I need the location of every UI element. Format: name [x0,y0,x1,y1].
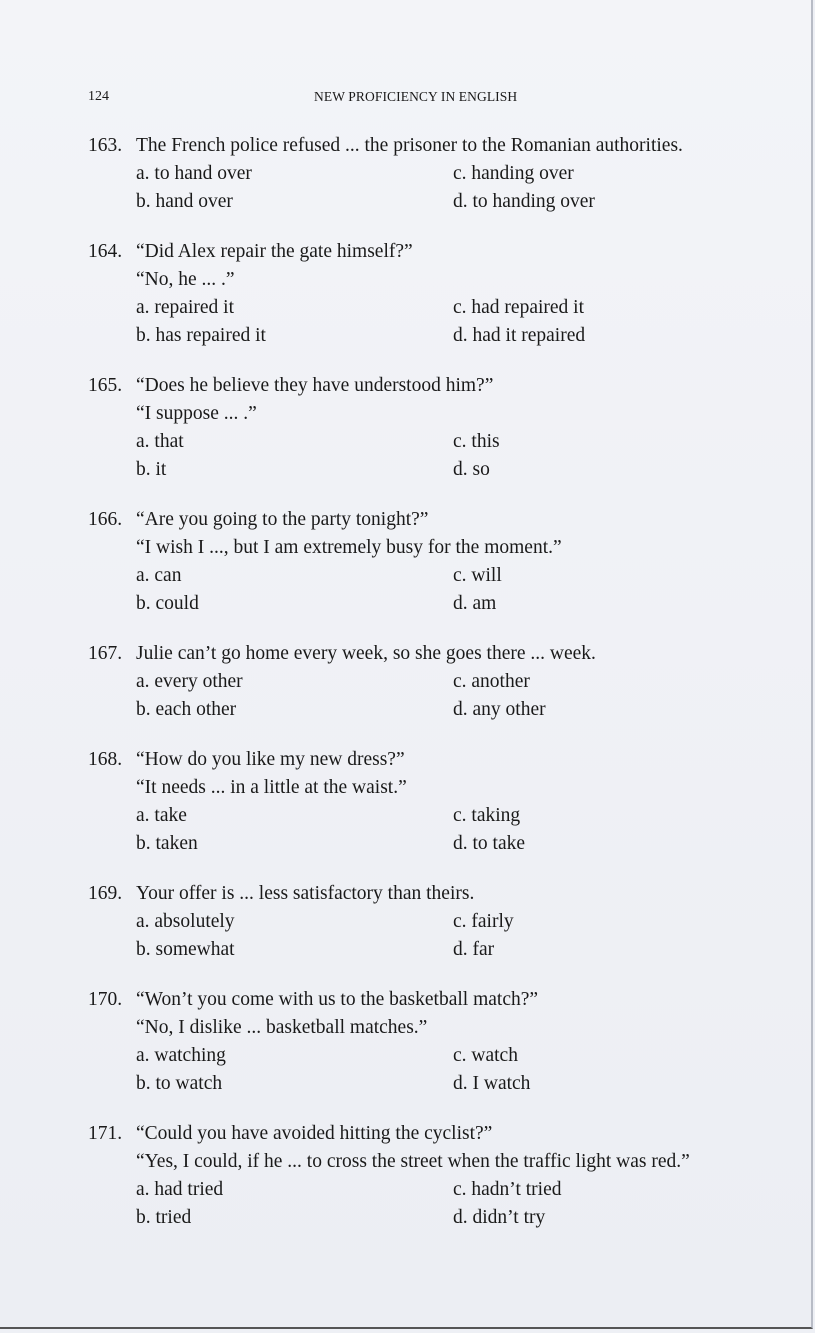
option-b: b. hand over [136,191,233,212]
question-text: Julie can’t go home every week, so she goes there ... week. [136,643,596,664]
question-stem [88,986,808,1014]
option-a: a. absolutely [136,911,235,932]
question-reply: “No, I dislike ... basketball matches.” [136,1017,428,1038]
option-b: b. has repaired it [136,325,266,346]
question-164 [88,238,808,350]
page-number: 124 [88,89,109,104]
question-168 [88,746,808,858]
question-number: 170. [88,989,123,1010]
answer-options [88,562,808,618]
question-number: 171. [88,1123,123,1144]
option-b: b. could [136,593,199,614]
question-stem [88,506,808,534]
question-text: Your offer is ... less satisfactory than theirs. [136,883,475,904]
option-b: b. somewhat [136,939,235,960]
option-d: d. didn’t try [453,1207,546,1228]
option-b: b. it [136,459,167,480]
question-number: 165. [88,375,123,396]
question-text: “Won’t you come with us to the basketball match?” [136,989,539,1010]
option-c: c. hadn’t tried [453,1179,562,1200]
answer-options [88,802,808,858]
option-d: d. so [453,459,490,480]
answer-options [88,908,808,964]
option-c: c. will [453,565,502,586]
question-stem [88,746,808,774]
question-166 [88,506,808,618]
option-d: d. am [453,593,497,614]
question-stem [88,880,808,908]
answer-options [88,1176,808,1232]
question-list [88,132,808,1254]
answer-options [88,668,808,724]
option-c: c. taking [453,805,521,826]
option-a: a. to hand over [136,163,252,184]
question-number: 166. [88,509,123,530]
question-text: “Did Alex repair the gate himself?” [136,241,413,262]
option-c: c. handing over [453,163,574,184]
question-167 [88,640,808,724]
question-number: 164. [88,241,123,262]
question-reply: “Yes, I could, if he ... to cross the street when the traffic light was red.” [136,1151,690,1172]
question-163 [88,132,808,216]
option-c: c. another [453,671,530,692]
question-reply: “I suppose ... .” [136,403,257,424]
option-b: b. tried [136,1207,192,1228]
question-stem [88,132,808,160]
question-number: 163. [88,135,123,156]
option-a: a. had tried [136,1179,224,1200]
option-d: d. I watch [453,1073,531,1094]
option-a: a. every other [136,671,243,692]
question-number: 168. [88,749,123,770]
question-text: “How do you like my new dress?” [136,749,405,770]
answer-options [88,160,808,216]
question-stem [88,238,808,266]
question-reply: “I wish I ..., but I am extremely busy for the moment.” [136,537,562,558]
option-d: d. to take [453,833,526,854]
running-title: NEW PROFICIENCY IN ENGLISH [314,89,518,104]
question-text: “Could you have avoided hitting the cyclist?” [136,1123,493,1144]
option-a: a. watching [136,1045,226,1066]
option-d: d. to handing over [453,191,595,212]
option-c: c. fairly [453,911,514,932]
question-number: 167. [88,643,123,664]
option-d: d. far [453,939,495,960]
option-b: b. each other [136,699,237,720]
answer-options [88,1042,808,1098]
question-text: The French police refused ... the prisoner to the Romanian authorities. [136,135,683,156]
option-c: c. had repaired it [453,297,585,318]
question-165 [88,372,808,484]
option-c: c. watch [453,1045,518,1066]
option-c: c. this [453,431,500,452]
question-stem [88,372,808,400]
option-b: b. taken [136,833,198,854]
question-stem [88,640,808,668]
question-reply: “No, he ... .” [136,269,235,290]
option-d: d. had it repaired [453,325,586,346]
question-reply: “It needs ... in a little at the waist.” [136,777,407,798]
question-170 [88,986,808,1098]
option-d: d. any other [453,699,546,720]
question-number: 169. [88,883,123,904]
question-stem [88,1120,808,1148]
option-b: b. to watch [136,1073,223,1094]
option-a: a. take [136,805,187,826]
answer-options [88,294,808,350]
option-a: a. that [136,431,184,452]
question-text: “Does he believe they have understood him?” [136,375,494,396]
question-text: “Are you going to the party tonight?” [136,509,429,530]
answer-options [88,428,808,484]
option-a: a. can [136,565,182,586]
question-169 [88,880,808,964]
page-header [0,89,813,109]
option-a: a. repaired it [136,297,234,318]
question-171 [88,1120,808,1232]
